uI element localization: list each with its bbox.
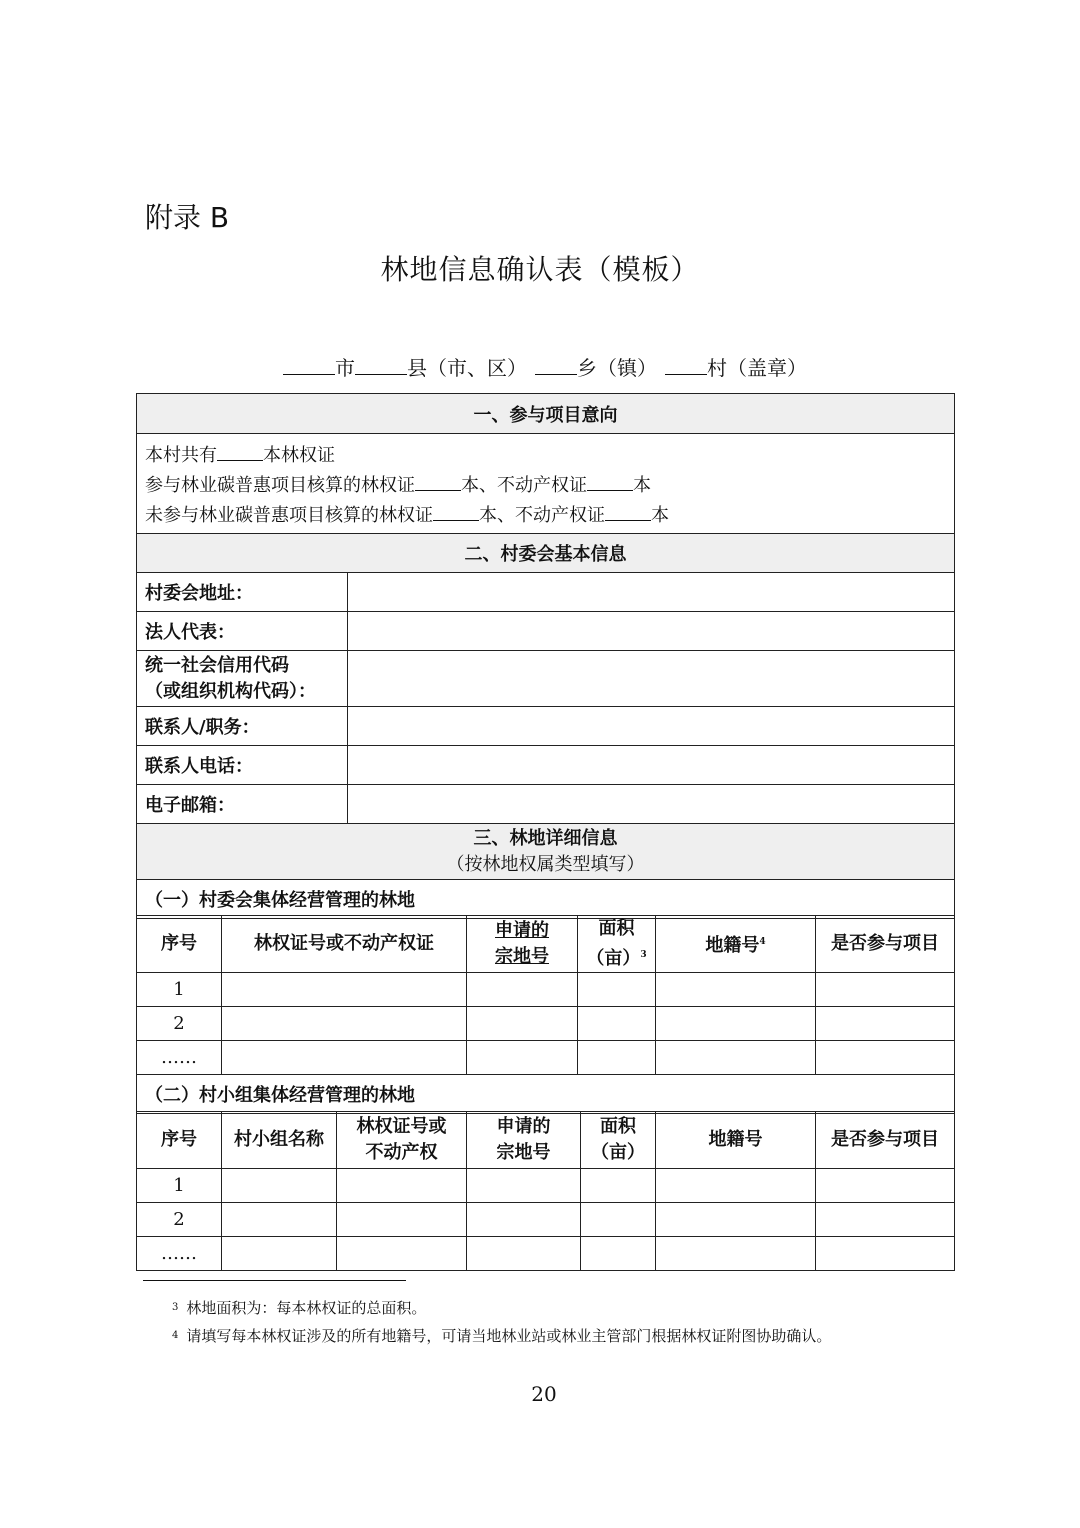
county-label: 县（市、区） [407, 356, 527, 380]
total-certs-blank[interactable] [217, 440, 263, 461]
section3-heading-cell [137, 824, 955, 880]
village-blank[interactable] [665, 354, 707, 375]
nonparticipating-property-blank[interactable] [605, 500, 651, 521]
legal-rep-label: 法人代表： [137, 612, 348, 651]
group-cell[interactable] [222, 1237, 337, 1271]
participation-intent-cell [137, 434, 955, 534]
area-cell[interactable] [578, 1007, 656, 1041]
credit-code-field[interactable] [348, 651, 955, 707]
township-blank[interactable] [535, 354, 577, 375]
participating-property-blank[interactable] [587, 470, 633, 491]
participate-cell[interactable] [816, 1169, 955, 1203]
col-participate: 是否参与项目 [816, 916, 955, 973]
col-area: 面积 （亩） [581, 1112, 656, 1169]
email-field[interactable] [348, 785, 955, 824]
phone-field[interactable] [348, 746, 955, 785]
phone-label: 联系人电话： [137, 746, 348, 785]
area-cell[interactable] [581, 1169, 656, 1203]
city-label: 市 [335, 356, 355, 380]
col-no: 序号 [137, 916, 222, 973]
cert-cell[interactable] [222, 1007, 467, 1041]
cert-cell[interactable] [337, 1203, 467, 1237]
township-label: 乡（镇） [577, 356, 657, 380]
contact-field[interactable] [348, 707, 955, 746]
cadastral-cell[interactable] [656, 1007, 816, 1041]
village-label: 村（盖章） [707, 356, 807, 380]
info-table-top [136, 393, 955, 919]
row-number: …… [137, 1237, 222, 1271]
row-number: 2 [137, 1203, 222, 1237]
col-parcel: 申请的 宗地号 [467, 916, 578, 973]
group-cell[interactable] [222, 1169, 337, 1203]
appendix-label: 附录 B [145, 201, 230, 234]
intent-line-2: 参与林业碳普惠项目核算的林权证 本、不动产权证 本 [145, 470, 946, 500]
intent-line-3: 未参与林业碳普惠项目核算的林权证 本、不动产权证 本 [145, 500, 946, 530]
row-number: 1 [137, 1169, 222, 1203]
participating-certs-blank[interactable] [415, 470, 461, 491]
contact-label: 联系人/职务： [137, 707, 348, 746]
col-participate: 是否参与项目 [816, 1112, 955, 1169]
col-cadastral: 地籍号$^4$ [656, 916, 816, 973]
col-parcel: 申请的 宗地号 [467, 1112, 581, 1169]
participate-cell[interactable] [816, 1007, 955, 1041]
village-group-land-table [136, 1111, 955, 1271]
part1-title: （一）村委会集体经营管理的林地 [137, 880, 955, 919]
parcel-cell[interactable] [467, 973, 578, 1007]
cert-cell[interactable] [337, 1237, 467, 1271]
legal-rep-field[interactable] [348, 612, 955, 651]
parcel-cell[interactable] [467, 1007, 578, 1041]
table-row [137, 1203, 955, 1237]
participate-cell[interactable] [816, 973, 955, 1007]
parcel-cell[interactable] [467, 1203, 581, 1237]
village-committee-land-table [136, 915, 955, 1114]
area-cell[interactable] [581, 1237, 656, 1271]
address-field[interactable] [348, 573, 955, 612]
parcel-cell[interactable] [467, 1169, 581, 1203]
cert-cell[interactable] [222, 973, 467, 1007]
parcel-cell[interactable] [467, 1041, 578, 1075]
table-row [137, 1007, 955, 1041]
nonparticipating-certs-blank[interactable] [433, 500, 479, 521]
cadastral-cell[interactable] [656, 1169, 816, 1203]
group-cell[interactable] [222, 1203, 337, 1237]
footnote-ref-3[interactable]: 3 [640, 950, 647, 960]
col-cert: 林权证号或 不动产权 [337, 1112, 467, 1169]
part2-title: （二）村小组集体经营管理的林地 [137, 1075, 955, 1114]
email-label: 电子邮箱： [137, 785, 348, 824]
footnote-ref-4[interactable]: 4 [759, 937, 766, 947]
row-number: …… [137, 1041, 222, 1075]
area-cell[interactable] [581, 1203, 656, 1237]
participate-cell[interactable] [816, 1041, 955, 1075]
col-cert: 林权证号或不动产权证 [222, 916, 467, 973]
parcel-cell[interactable] [467, 1237, 581, 1271]
table-row [137, 1041, 955, 1075]
participate-cell[interactable] [816, 1237, 955, 1271]
participate-cell[interactable] [816, 1203, 955, 1237]
cadastral-cell[interactable] [656, 1041, 816, 1075]
section3-subheading: （按林地权属类型填写） [446, 853, 645, 875]
county-blank[interactable] [355, 354, 407, 375]
area-cell[interactable] [578, 973, 656, 1007]
col-cadastral: 地籍号 [656, 1112, 816, 1169]
page-number: 20 [531, 1382, 557, 1406]
table-row [137, 1169, 955, 1203]
intent-line-1: 本村共有 本林权证 [145, 440, 946, 470]
cadastral-cell[interactable] [656, 973, 816, 1007]
city-blank[interactable] [283, 354, 335, 375]
credit-code-label: 统一社会信用代码 （或组织机构代码）： [137, 651, 348, 707]
area-cell[interactable] [578, 1041, 656, 1075]
location-line [0, 354, 1080, 382]
section3-heading: 三、林地详细信息 [473, 827, 618, 849]
footnote-divider [143, 1280, 406, 1281]
row-number: 1 [137, 973, 222, 1007]
col-area: 面积 （亩）$^3$ [578, 916, 656, 973]
table-row [137, 973, 955, 1007]
cert-cell[interactable] [222, 1041, 467, 1075]
cadastral-cell[interactable] [656, 1203, 816, 1237]
footnote-3: $^3$ 林地面积为：每本林权证的总面积。 [172, 1299, 427, 1317]
address-label: 村委会地址： [137, 573, 348, 612]
col-group: 村小组名称 [222, 1112, 337, 1169]
cadastral-cell[interactable] [656, 1237, 816, 1271]
table-row [137, 1237, 955, 1271]
section2-heading: 二、村委会基本信息 [137, 534, 955, 573]
document-title: 林地信息确认表（模板） [380, 253, 700, 286]
col-no: 序号 [137, 1112, 222, 1169]
section1-heading: 一、参与项目意向 [137, 394, 955, 434]
row-number: 2 [137, 1007, 222, 1041]
cert-cell[interactable] [337, 1169, 467, 1203]
footnote-4: $^4$ 请填写每本林权证涉及的所有地籍号，可请当地林业站或林业主管部门根据林权证附图协助确认。 [172, 1327, 832, 1345]
